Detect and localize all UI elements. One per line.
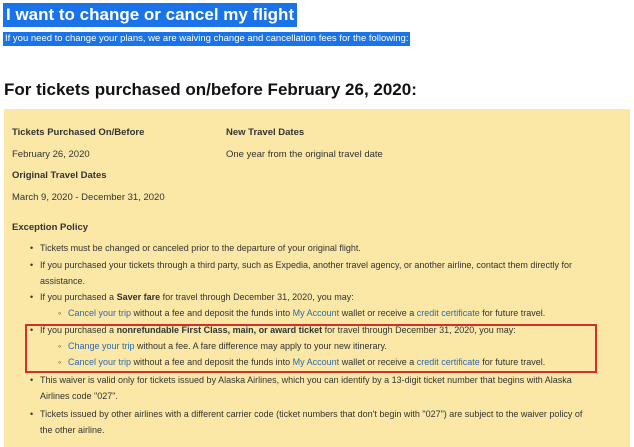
page-title: I want to change or cancel my flight (3, 3, 297, 27)
list-item-cont: Airlines code "027". (40, 391, 118, 401)
section-heading: For tickets purchased on/before February 26, 2020: (4, 80, 417, 99)
original-dates-value: March 9, 2020 - December 31, 2020 (12, 192, 165, 203)
list-item: • If you purchased a nonrefundable First Class, main, or award ticket for travel through December 31, 2020, you may: (30, 325, 516, 335)
cancel-trip-link[interactable]: Cancel your trip (68, 357, 132, 367)
list-item-cont: assistance. (40, 276, 86, 286)
page-subtitle: If you need to change your plans, we are waiving change and cancellation fees for the following: (5, 33, 409, 44)
list-item: • If you purchased your tickets through a third party, such as Expedia, another travel agency, or another airline, contact them directly for (30, 260, 572, 270)
credit-certificate-link[interactable]: credit certificate (416, 308, 480, 318)
original-dates-label: Original Travel Dates (12, 170, 107, 181)
my-account-link[interactable]: My Account (292, 357, 340, 367)
exception-policy-label: Exception Policy (12, 222, 89, 233)
highlight-box (25, 324, 597, 373)
list-item: • This waiver is valid only for tickets issued by Alaska Airlines, which you can identify by a 13-digit ticket number that begins with Alaska (30, 375, 572, 385)
new-dates-value: One year from the original travel date (226, 149, 383, 160)
sub-list-item: ◦ Cancel your trip without a fee and deposit the funds into My Account wallet or receive a credit certificate for future travel. (58, 357, 546, 367)
change-trip-link[interactable]: Change your trip (68, 341, 135, 351)
sub-list-item: ◦ Cancel your trip without a fee and deposit the funds into My Account wallet or receive a credit certificate for future travel. (58, 308, 546, 318)
purchased-value: February 26, 2020 (12, 149, 90, 160)
list-item: • Tickets must be changed or canceled prior to the departure of your original flight. (30, 243, 361, 253)
list-item: • If you purchased a Saver fare for travel through December 31, 2020, you may: (30, 292, 354, 302)
credit-certificate-link[interactable]: credit certificate (416, 357, 480, 367)
purchased-label: Tickets Purchased On/Before (12, 127, 145, 138)
list-item: • Tickets issued by other airlines with a different carrier code (ticket numbers that don't begin with "027") are subject to the waiver policy of (30, 409, 583, 419)
sub-list-item: ◦ Change your trip without a fee. A fare difference may apply to your new itinerary. (58, 341, 387, 351)
list-item-cont: the other airline. (40, 425, 105, 435)
my-account-link[interactable]: My Account (292, 308, 340, 318)
new-dates-label: New Travel Dates (226, 127, 305, 138)
cancel-trip-link[interactable]: Cancel your trip (68, 308, 132, 318)
